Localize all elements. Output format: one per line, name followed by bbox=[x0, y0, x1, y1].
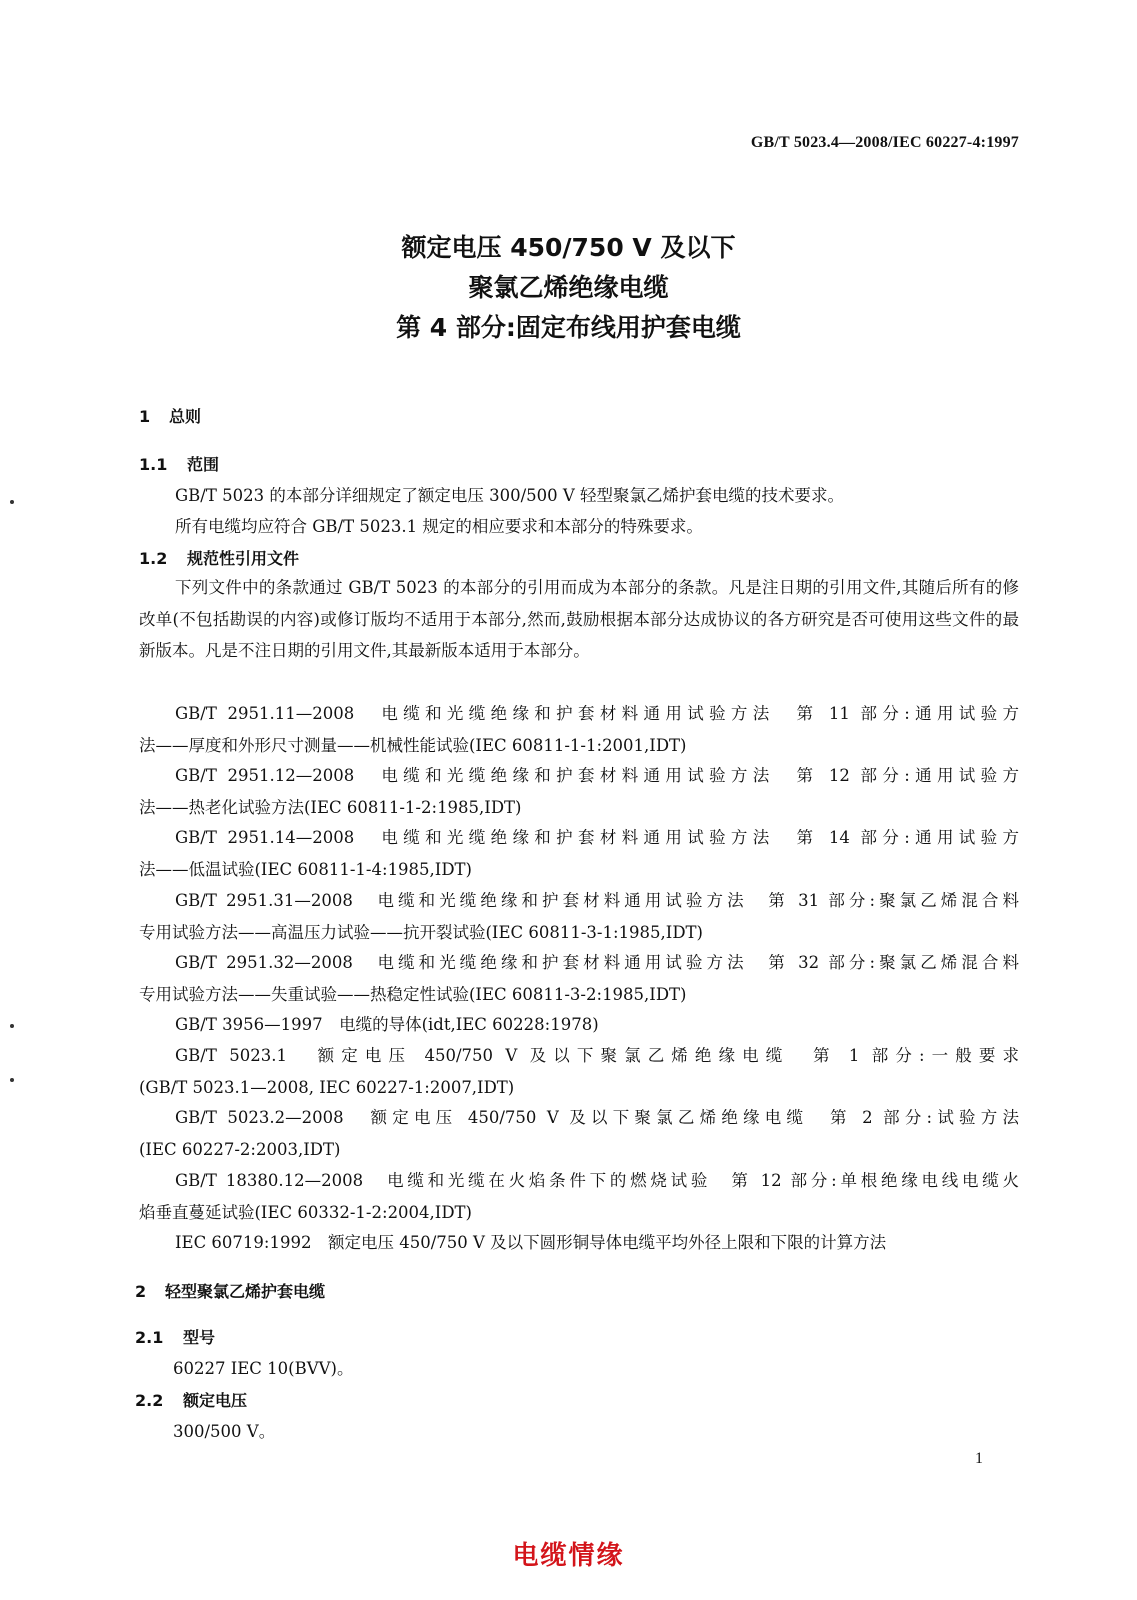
reference-line: GB/T 2951.14—2008 电缆和光缆绝缘和护套材料通用试验方法 第 14 部分:通用试验方 bbox=[175, 828, 1019, 847]
reference-line: GB/T 18380.12—2008 电缆和光缆在火焰条件下的燃烧试验 第 12 部分:单根绝缘电线电缆火 bbox=[175, 1171, 1019, 1190]
section-2-2-heading bbox=[135, 1388, 247, 1411]
title-line-2: 聚氯乙烯绝缘电缆 bbox=[468, 273, 669, 302]
section-title: 范围 bbox=[187, 455, 220, 474]
reference-line: GB/T 2951.12—2008 电缆和光缆绝缘和护套材料通用试验方法 第 12 部分:通用试验方 bbox=[175, 766, 1019, 785]
section-title: 额定电压 bbox=[183, 1391, 248, 1410]
reference-line: 焰垂直蔓延试验(IEC 60332-1-2:2004,IDT) bbox=[139, 1202, 472, 1222]
standard-code: GB/T 5023.4—2008/IEC 60227-4:1997 bbox=[750, 134, 1019, 151]
page-number: 1 bbox=[975, 1450, 983, 1467]
reference-line: 专用试验方法——高温压力试验——抗开裂试验(IEC 60811-3-1:1985,IDT) bbox=[139, 922, 703, 942]
reference-item bbox=[139, 1040, 1019, 1103]
reference-item bbox=[139, 1102, 1019, 1165]
section-number: 2 bbox=[135, 1282, 147, 1301]
reference-line: 专用试验方法——失重试验——热稳定性试验(IEC 60811-3-2:1985,IDT) bbox=[139, 984, 687, 1004]
reference-item bbox=[139, 1227, 1019, 1259]
section-title: 总则 bbox=[169, 407, 202, 426]
scan-speck bbox=[10, 500, 14, 504]
section-title: 型号 bbox=[183, 1328, 216, 1347]
section-number: 1.1 bbox=[139, 455, 168, 474]
section-1-heading bbox=[139, 404, 201, 427]
section-number: 1 bbox=[139, 407, 151, 426]
reference-line: GB/T 2951.11—2008 电缆和光缆绝缘和护套材料通用试验方法 第 11 部分:通用试验方 bbox=[175, 704, 1019, 723]
reference-line: 法——热老化试验方法(IEC 60811-1-2:1985,IDT) bbox=[139, 797, 522, 817]
reference-line: GB/T 2951.31—2008 电缆和光缆绝缘和护套材料通用试验方法 第 31 部分:聚氯乙烯混合料 bbox=[175, 891, 1019, 910]
section-1-2-heading bbox=[139, 546, 299, 569]
title-line-1: 额定电压 450/750 V 及以下 bbox=[401, 233, 736, 262]
watermark: 电缆情缘 bbox=[512, 1541, 625, 1571]
reference-item bbox=[139, 1165, 1019, 1228]
model-value: 60227 IEC 10(BVV)。 bbox=[173, 1359, 354, 1378]
scan-speck bbox=[10, 1078, 14, 1082]
section-title: 轻型聚氯乙烯护套电缆 bbox=[165, 1282, 326, 1301]
reference-line: (GB/T 5023.1—2008, IEC 60227-1:2007,IDT) bbox=[139, 1077, 515, 1097]
reference-line: 法——低温试验(IEC 60811-1-4:1985,IDT) bbox=[139, 859, 472, 879]
paragraph: 所有电缆均应符合 GB/T 5023.1 规定的相应要求和本部分的特殊要求。 bbox=[175, 517, 703, 536]
reference-line: (IEC 60227-2:2003,IDT) bbox=[139, 1139, 341, 1159]
reference-line: GB/T 5023.2—2008 额定电压 450/750 V 及以下聚氯乙烯绝缘电缆 第 2 部分:试验方法 bbox=[175, 1108, 1019, 1127]
section-number: 1.2 bbox=[139, 549, 168, 568]
section-title: 规范性引用文件 bbox=[187, 549, 300, 568]
reference-item bbox=[139, 822, 1019, 885]
reference-line: GB/T 3956—1997 电缆的导体(idt,IEC 60228:1978) bbox=[175, 1015, 599, 1034]
reference-item bbox=[139, 885, 1019, 948]
paragraph: GB/T 5023 的本部分详细规定了额定电压 300/500 V 轻型聚氯乙烯护套电缆的技术要求。 bbox=[175, 486, 845, 505]
section-number: 2.1 bbox=[135, 1328, 164, 1347]
document-title bbox=[0, 228, 1137, 348]
reference-line: 法——厚度和外形尺寸测量——机械性能试验(IEC 60811-1-1:2001,IDT) bbox=[139, 735, 687, 755]
scan-speck bbox=[10, 1024, 14, 1028]
reference-item bbox=[139, 698, 1019, 761]
section-2-heading bbox=[135, 1279, 325, 1302]
reference-line: GB/T 5023.1 额定电压 450/750 V 及以下聚氯乙烯绝缘电缆 第 1 部分:一般要求 bbox=[175, 1046, 1019, 1065]
reference-line: IEC 60719:1992 额定电压 450/750 V 及以下圆形铜导体电缆平均外径上限和下限的计算方法 bbox=[175, 1233, 887, 1252]
reference-item bbox=[139, 947, 1019, 1010]
section-number: 2.2 bbox=[135, 1391, 164, 1410]
rated-voltage-value: 300/500 V。 bbox=[173, 1422, 276, 1441]
reference-item bbox=[139, 760, 1019, 823]
section-1-1-heading bbox=[139, 452, 219, 475]
reference-item bbox=[139, 1009, 1019, 1041]
section-2-1-heading bbox=[135, 1325, 215, 1348]
title-line-3: 第 4 部分:固定布线用护套电缆 bbox=[396, 313, 741, 342]
reference-line: GB/T 2951.32—2008 电缆和光缆绝缘和护套材料通用试验方法 第 32 部分:聚氯乙烯混合料 bbox=[175, 953, 1019, 972]
normative-references-intro: 下列文件中的条款通过 GB/T 5023 的本部分的引用而成为本部分的条款。凡是注日期的引用文件,其随后所有的修改单(不包括勘误的内容)或修订版均不适用于本部分,然而,鼓励根据本部分达成协议的各方研究是否可使用这些文件的最新版本。凡是不注日期的引用文件,其最新版本适用于本部分。 bbox=[139, 578, 1019, 660]
